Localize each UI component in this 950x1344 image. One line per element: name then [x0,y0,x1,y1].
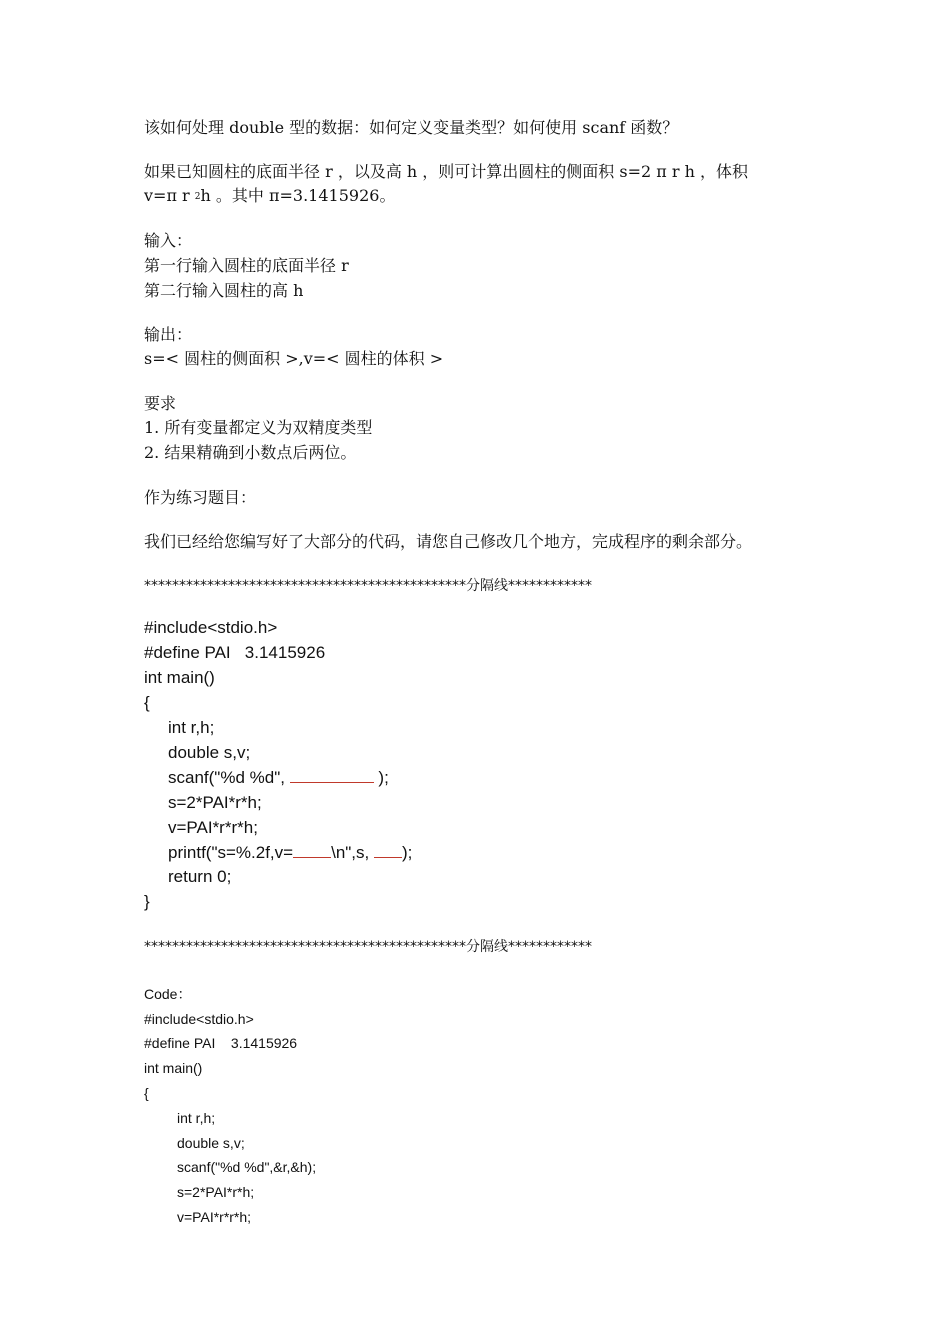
answer-define: #define PAI 3.1415926 [144,1035,298,1051]
code-area-calc: s=2*PAI*r*h; [168,793,262,812]
volume-formula: v=π r [144,186,195,205]
practice-instruction: 我们已经给您编写好了大部分的代码，请您自己修改几个地方，完成程序的剩余部分。 [144,532,753,551]
printf-end: ); [401,843,413,862]
output-heading: 输出： [144,325,193,344]
problem-description-cont [144,186,395,207]
code-int-decl: int r,h; [168,718,215,737]
code-close-brace: } [144,892,150,911]
problem-description: 如果已知圆柱的底面半径 r ，以及高 h ，则可计算出圆柱的侧面积 s=2 π r h ，体积 [144,162,748,181]
square-superscript: 2 [194,192,201,202]
output-format: s=< 圆柱的侧面积 >,v=< 圆柱的体积 > [144,349,444,368]
scanf-call: scanf("%d %d", [168,768,290,787]
answer-volume-calc: v=PAI*r*r*h; [177,1209,252,1225]
answer-double-decl: double s,v; [177,1135,245,1151]
code-scanf-line [168,768,389,788]
code-main: int main() [144,668,215,687]
code-double-decl: double s,v; [168,743,251,762]
code-printf-line [168,843,412,863]
answer-scanf: scanf("%d %d",&r,&h); [177,1159,317,1175]
requirement-item-1: 1. 所有变量都定义为双精度类型 [144,418,373,437]
input-item-height: 第二行输入圆柱的高 h [144,281,304,300]
printf-format-blank[interactable] [293,843,331,858]
question-line: 该如何处理 double 型的数据：如何定义变量类型？如何使用 scanf 函数？ [144,118,679,137]
code-volume-calc: v=PAI*r*r*h; [168,818,258,837]
answer-int-decl: int r,h; [177,1110,216,1126]
separator-bottom: **********************************************分隔线************ [144,939,592,955]
printf-call: printf("s=%.2f,v= [168,843,294,862]
requirements-heading: 要求 [144,394,177,413]
code-open-brace: { [144,693,150,712]
separator-top: **********************************************分隔线************ [144,578,592,594]
input-item-radius: 第一行输入圆柱的底面半径 r [144,256,349,275]
answer-include: #include<stdio.h> [144,1011,254,1027]
code-return: return 0; [168,867,232,886]
answer-main: int main() [144,1060,203,1076]
code-define: #define PAI 3.1415926 [144,643,326,662]
answer-open-brace: { [144,1085,149,1101]
answer-code-label: Code： [144,986,192,1002]
printf-args: \n",s, [331,843,374,862]
requirement-item-2: 2. 结果精确到小数点后两位。 [144,443,357,462]
practice-heading: 作为练习题目： [144,488,257,507]
scanf-end: ); [373,768,389,787]
pi-value-text: h 。其中 π=3.1415926。 [200,186,396,205]
scanf-blank[interactable] [290,768,374,783]
printf-arg-blank[interactable] [374,843,402,858]
answer-area-calc: s=2*PAI*r*h; [177,1184,255,1200]
code-include: #include<stdio.h> [144,618,278,637]
input-heading: 输入： [144,231,193,250]
